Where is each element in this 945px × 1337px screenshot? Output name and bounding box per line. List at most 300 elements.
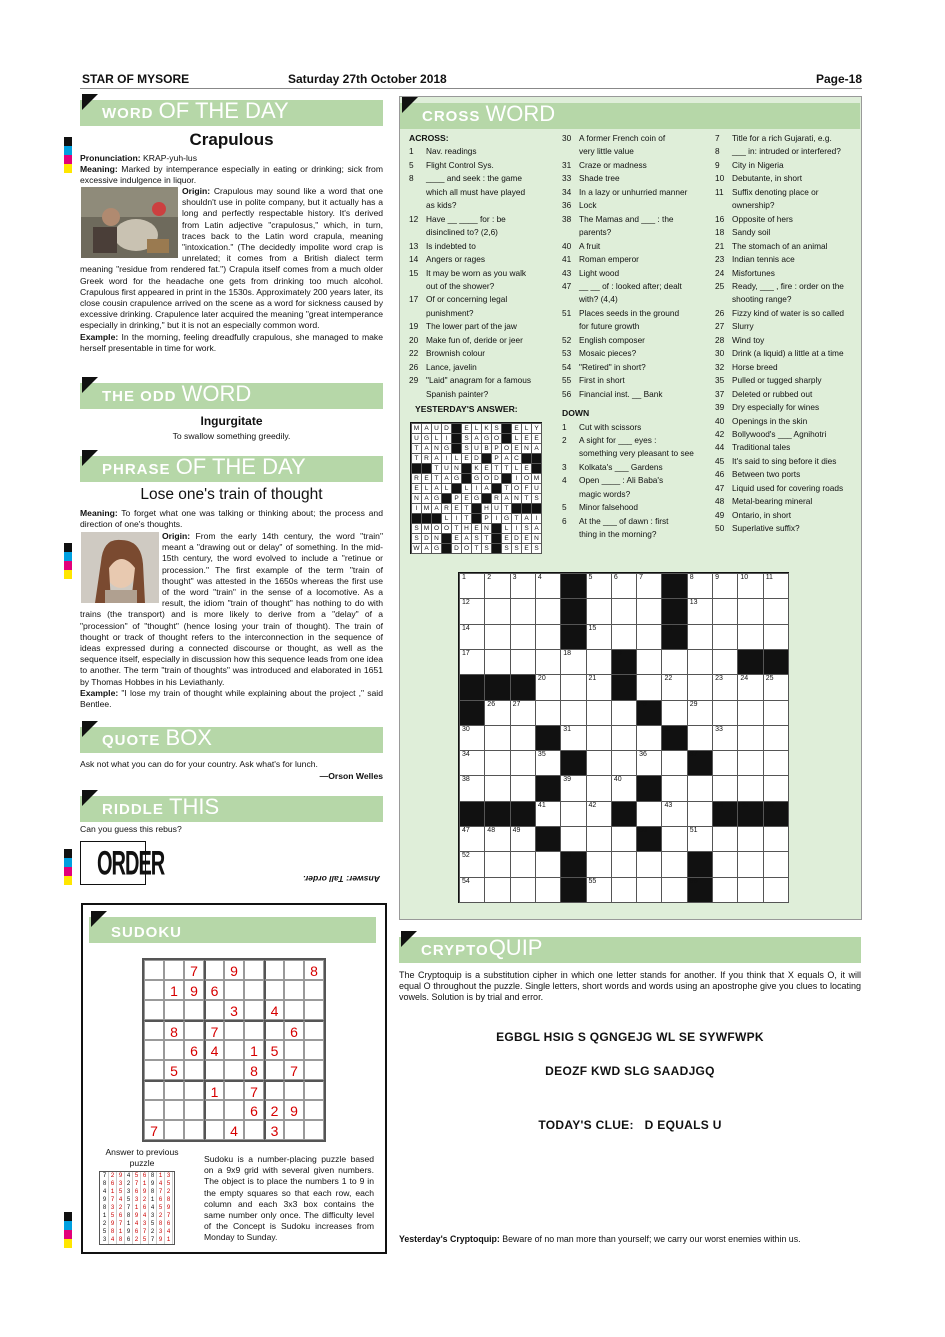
yesterday-answer-label: YESTERDAY'S ANSWER:	[415, 404, 518, 415]
crossword-cell[interactable]	[535, 877, 561, 903]
crossword-cell[interactable]: 24	[737, 674, 763, 700]
answer-cell: E	[421, 473, 432, 484]
answer-cell: I	[491, 513, 502, 524]
crossword-cell[interactable]	[611, 624, 637, 650]
crossword-cell[interactable]	[510, 649, 536, 675]
sudoku-cell[interactable]	[304, 1080, 324, 1100]
crossword-cell[interactable]: 9	[712, 573, 738, 599]
sudoku-cell[interactable]	[244, 1120, 264, 1140]
crossword-cell[interactable]	[712, 877, 738, 903]
sudoku-cell[interactable]	[304, 1060, 324, 1080]
crossword-cell[interactable]	[661, 750, 687, 776]
crossword-cell[interactable]	[763, 851, 789, 877]
clue: 53 Mosaic pieces?	[562, 348, 637, 359]
crossword-cell[interactable]	[586, 750, 612, 776]
sudoku-cell[interactable]	[224, 1100, 244, 1120]
crossword-cell[interactable]	[535, 700, 561, 726]
crossword-cell[interactable]: 36	[636, 750, 662, 776]
crossword-cell[interactable]: 14	[459, 624, 485, 650]
clue: 31 Craze or madness	[562, 159, 647, 170]
sudoku-cell[interactable]	[284, 960, 304, 980]
crossword-cell[interactable]	[636, 851, 662, 877]
clue: 21 The stomach of an animal	[715, 240, 828, 251]
sudoku-cell[interactable]	[184, 1080, 204, 1100]
crossword-cell[interactable]	[763, 775, 789, 801]
crossword-cell[interactable]: 10	[737, 573, 763, 599]
black-square	[459, 700, 485, 726]
across-clues-col1	[409, 132, 559, 417]
crossword-cell[interactable]	[763, 700, 789, 726]
sudoku-cell[interactable]	[284, 1120, 304, 1140]
sudoku-cell[interactable]	[244, 960, 264, 980]
crossword-cell[interactable]	[535, 851, 561, 877]
sudoku-cell: 1	[164, 980, 184, 1000]
clue: 10 Debutante, in short	[715, 173, 803, 184]
answer-cell: U	[411, 433, 422, 444]
sudoku-cell[interactable]	[244, 1000, 264, 1020]
clue: 47 __ __ of : looked after; dealt	[562, 280, 682, 291]
crossword-cell[interactable]	[586, 598, 612, 624]
sudoku-answer-grid	[99, 1171, 175, 1245]
page-header	[80, 70, 862, 89]
sudoku-cell[interactable]	[144, 1100, 164, 1120]
crossword-cell[interactable]: 47	[459, 826, 485, 852]
crossword-cell[interactable]	[737, 750, 763, 776]
crossword-cell[interactable]: 38	[459, 775, 485, 801]
answer-digit: 6	[141, 1172, 149, 1180]
crossword-cell[interactable]: 30	[459, 725, 485, 751]
crossword-cell[interactable]: 54	[459, 877, 485, 903]
answer-cell: G	[441, 443, 452, 454]
answer-cell: A	[431, 483, 442, 494]
crossword-cell[interactable]	[712, 624, 738, 650]
crossword-cell[interactable]	[484, 750, 510, 776]
crossword-cell[interactable]: 29	[687, 700, 713, 726]
sudoku-cell[interactable]	[224, 980, 244, 1000]
crossword-cell[interactable]	[737, 624, 763, 650]
crossword-cell[interactable]	[510, 725, 536, 751]
crossword-cell[interactable]	[661, 826, 687, 852]
crossword-cell[interactable]	[535, 649, 561, 675]
crossword-cell[interactable]: 20	[535, 674, 561, 700]
sudoku-cell[interactable]	[144, 1040, 164, 1060]
crossword-cell[interactable]: 39	[560, 775, 586, 801]
crossword-cell[interactable]	[687, 725, 713, 751]
clue: 6 At the ___ of dawn : first	[562, 515, 669, 526]
answer-cell: N	[411, 493, 422, 504]
crossword-cell[interactable]: 52	[459, 851, 485, 877]
crossword-cell[interactable]	[484, 624, 510, 650]
crossword-cell[interactable]	[687, 674, 713, 700]
sudoku-cell[interactable]	[304, 1120, 324, 1140]
crossword-cell[interactable]	[763, 877, 789, 903]
clue: 4 Open ____ : Ali Baba's	[562, 475, 664, 486]
clue: 13 Is indebted to	[409, 240, 476, 251]
sudoku-cell[interactable]	[244, 1020, 264, 1040]
clue: with? (4,4)	[579, 294, 618, 305]
crossword-cell[interactable]: 51	[687, 826, 713, 852]
sudoku-cell[interactable]	[284, 1080, 304, 1100]
answer-digit: 3	[165, 1172, 173, 1180]
answer-cell: R	[441, 503, 452, 514]
crossword-cell[interactable]	[712, 598, 738, 624]
answer-cell: D	[491, 473, 502, 484]
black-square	[560, 877, 586, 903]
word-origin: Origin: Crapulous may sound like a word that one shouldn't use in polite company, but it actually has a long and perfectly respectable history. It's derived from Latin adjective "crapulosus," which, in turn, traces back to the Latin word crapula, meaning "intoxication." (The decidedly impolite word crap is unrelated; it comes from a British dialect term meaning "residue from rendered fat.") Crapula itself comes from a much older Greek word for the headache one gets from drinking too much alcohol. Crapulous first appeared in print in the 1530s. Approximately 200 years later, its close cousin crapulence arrived on the scene as a word for sickness caused by excessive drinking. Crapulence later acquired the meaning "great intemperance especially in drinking," but it is not an especially common word. Example: In the morning, feeling dreadfully crapulous, she managed to make herself presentable in time for work.	[80, 186, 384, 353]
crossword-cell[interactable]	[484, 775, 510, 801]
sudoku-cell[interactable]	[164, 1080, 184, 1100]
crossword-cell[interactable]	[661, 700, 687, 726]
crossword-cell[interactable]: 35	[535, 750, 561, 776]
crossword-cell[interactable]	[484, 877, 510, 903]
black-square	[611, 801, 637, 827]
sudoku-cell[interactable]	[164, 1100, 184, 1120]
answer-cell: G	[481, 433, 492, 444]
answer-cell: P	[451, 493, 462, 504]
black-square: 45	[737, 801, 763, 827]
sudoku-cell[interactable]	[184, 1060, 204, 1080]
sudoku-cell[interactable]	[204, 1120, 224, 1140]
clue: for future growth	[579, 321, 640, 332]
answer-cell: G	[431, 543, 442, 554]
answer-cell: G	[471, 473, 482, 484]
sudoku-cell[interactable]	[204, 960, 224, 980]
crossword-cell[interactable]: 18	[560, 649, 586, 675]
crossword-cell[interactable]: 17	[459, 649, 485, 675]
black-square	[763, 649, 789, 675]
clue: 40 Openings in the skin	[715, 415, 808, 426]
sudoku-cell[interactable]	[224, 1060, 244, 1080]
sudoku-cell[interactable]	[204, 1100, 224, 1120]
black-square	[459, 801, 485, 827]
black-square	[611, 674, 637, 700]
crossword-cell[interactable]	[560, 801, 586, 827]
crossword-cell[interactable]	[611, 700, 637, 726]
crossword-cell[interactable]: 55	[586, 877, 612, 903]
flag-icon	[402, 97, 418, 113]
sudoku-cell[interactable]	[144, 1020, 164, 1040]
crossword-cell[interactable]: 43	[661, 801, 687, 827]
sudoku-cell[interactable]	[284, 1000, 304, 1020]
crossword-cell[interactable]	[687, 649, 713, 675]
answer-cell: E	[411, 483, 422, 494]
sudoku-cell: 4	[224, 1120, 244, 1140]
crossword-cell[interactable]	[763, 624, 789, 650]
answer-cell: E	[461, 493, 472, 504]
answer-digit: 6	[109, 1180, 117, 1188]
answer-cell: S	[461, 443, 472, 454]
answer-digit: 5	[101, 1228, 109, 1236]
answer-digit: 2	[109, 1172, 117, 1180]
crossword-cell[interactable]	[510, 851, 536, 877]
crossword-cell[interactable]: 40	[611, 775, 637, 801]
crossword-cell[interactable]	[687, 624, 713, 650]
crossword-cell[interactable]: 26	[484, 700, 510, 726]
sudoku-cell[interactable]	[144, 960, 164, 980]
answer-cell: L	[431, 433, 442, 444]
sudoku-cell[interactable]	[284, 980, 304, 1000]
clue: 26 Lance, javelin	[409, 361, 477, 372]
crossword-cell[interactable]	[510, 598, 536, 624]
crossword-cell[interactable]	[636, 674, 662, 700]
crossword-cell[interactable]	[661, 649, 687, 675]
answer-cell: R	[411, 473, 422, 484]
crossword-cell[interactable]	[510, 877, 536, 903]
sudoku-cell[interactable]	[304, 1100, 324, 1120]
crossword-cell[interactable]	[510, 750, 536, 776]
crossword-cell[interactable]	[636, 598, 662, 624]
crossword-cell[interactable]: 2	[484, 573, 510, 599]
crossword-cell[interactable]	[712, 750, 738, 776]
crossword-cell[interactable]	[737, 725, 763, 751]
sudoku-cell: 8	[164, 1020, 184, 1040]
sudoku-cell[interactable]	[164, 1040, 184, 1060]
crossword-cell[interactable]	[611, 826, 637, 852]
crossword-cell[interactable]	[712, 851, 738, 877]
sudoku-cell[interactable]	[184, 1120, 204, 1140]
sudoku-cell[interactable]	[304, 980, 324, 1000]
answer-cell: T	[411, 453, 422, 464]
crossword-cell[interactable]: 48	[484, 826, 510, 852]
sudoku-cell[interactable]	[184, 1020, 204, 1040]
crossword-cell[interactable]: 34	[459, 750, 485, 776]
crossword-cell[interactable]	[737, 700, 763, 726]
answer-cell: L	[521, 423, 532, 434]
sudoku-cell[interactable]	[224, 1080, 244, 1100]
crossword-cell[interactable]	[484, 851, 510, 877]
sudoku-cell[interactable]	[264, 1080, 284, 1100]
crossword-cell[interactable]: 23	[712, 674, 738, 700]
crossword-cell[interactable]: 8	[687, 573, 713, 599]
sudoku-cell[interactable]	[164, 960, 184, 980]
crossword-cell[interactable]	[737, 877, 763, 903]
crossword-cell[interactable]	[763, 826, 789, 852]
answer-digit: 1	[141, 1180, 149, 1188]
answer-cell: O	[491, 433, 502, 444]
crossword-cell[interactable]: 33	[712, 725, 738, 751]
sudoku-cell[interactable]	[144, 1080, 164, 1100]
sudoku-cell[interactable]	[304, 1020, 324, 1040]
answer-cell: E	[471, 523, 482, 534]
crossword-cell[interactable]	[510, 775, 536, 801]
crossword-cell[interactable]	[661, 851, 687, 877]
crossword-cell[interactable]	[712, 649, 738, 675]
crossword-cell[interactable]: 5	[586, 573, 612, 599]
answer-digit: 1	[165, 1236, 173, 1244]
sudoku-cell: 6	[204, 980, 224, 1000]
answer-digit: 2	[149, 1228, 157, 1236]
answer-cell: I	[531, 513, 542, 524]
sudoku-cell[interactable]	[264, 960, 284, 980]
sudoku-cell: 7	[204, 1020, 224, 1040]
sudoku-cell[interactable]	[184, 1100, 204, 1120]
answer-cell: G	[501, 513, 512, 524]
crossword-cell[interactable]	[687, 801, 713, 827]
crossword-cell[interactable]	[586, 700, 612, 726]
crossword-cell[interactable]	[763, 598, 789, 624]
crossword-cell[interactable]	[636, 725, 662, 751]
answer-cell: W	[411, 543, 422, 554]
black-square: 53	[560, 851, 586, 877]
sudoku-cell[interactable]	[224, 1040, 244, 1060]
crossword-cell[interactable]	[636, 877, 662, 903]
crossword-cell[interactable]: 41	[535, 801, 561, 827]
crossword-cell[interactable]	[763, 725, 789, 751]
answer-cell: N	[511, 493, 522, 504]
sudoku-cell[interactable]	[144, 1060, 164, 1080]
crossword-cell[interactable]	[586, 725, 612, 751]
crossword-cell[interactable]: 6	[611, 573, 637, 599]
crossword-cell[interactable]	[661, 877, 687, 903]
crossword-cell[interactable]	[611, 725, 637, 751]
crossword-cell[interactable]: 7	[636, 573, 662, 599]
crossword-cell[interactable]: 21	[586, 674, 612, 700]
crossword-cell[interactable]	[535, 598, 561, 624]
sudoku-cell[interactable]	[264, 1020, 284, 1040]
answer-digit: 9	[109, 1220, 117, 1228]
black-square: 44	[712, 801, 738, 827]
crossword-cell[interactable]: 1	[459, 573, 485, 599]
sudoku-cell: 1	[204, 1080, 224, 1100]
sudoku-cell: 2	[264, 1100, 284, 1120]
clue: 1 Nav. readings	[409, 146, 477, 157]
sudoku-cell[interactable]	[164, 1000, 184, 1020]
answer-cell: T	[461, 503, 472, 514]
crossword-cell[interactable]	[484, 725, 510, 751]
clue: 8 ____ and seek : the game	[409, 173, 522, 184]
phrase-meaning: Meaning: To forget what one was talking or thinking about; the process and direction of one's thoughts.	[80, 508, 383, 530]
crossword-cell[interactable]	[586, 649, 612, 675]
sudoku-cell[interactable]	[204, 1060, 224, 1080]
crossword-cell[interactable]	[763, 750, 789, 776]
crossword-cell[interactable]	[661, 775, 687, 801]
crossword-cell[interactable]	[586, 775, 612, 801]
crossword-cell[interactable]	[636, 649, 662, 675]
crossword-cell[interactable]	[737, 826, 763, 852]
answer-digit: 6	[117, 1212, 125, 1220]
answer-cell: T	[451, 523, 462, 534]
crossword-cell[interactable]: 22	[661, 674, 687, 700]
answer-digit: 8	[101, 1204, 109, 1212]
black-square	[510, 801, 536, 827]
crossword-cell[interactable]	[510, 624, 536, 650]
crossword-cell[interactable]	[535, 624, 561, 650]
sudoku-cell[interactable]	[244, 980, 264, 1000]
sudoku-cell: 5	[264, 1040, 284, 1060]
crossword-cell[interactable]: 25	[763, 674, 789, 700]
answer-cell: P	[491, 443, 502, 454]
sudoku-cell[interactable]	[144, 980, 164, 1000]
sudoku-cell[interactable]	[184, 1000, 204, 1020]
answer-cell: M	[421, 503, 432, 514]
sudoku-cell[interactable]	[264, 1060, 284, 1080]
phrase-header: PHRASE OF THE DAY	[80, 456, 383, 482]
crossword-cell[interactable]	[687, 775, 713, 801]
crossword-cell[interactable]: 13	[687, 598, 713, 624]
answer-digit: 3	[101, 1236, 109, 1244]
crossword-cell[interactable]	[611, 598, 637, 624]
crossword-cell[interactable]	[636, 801, 662, 827]
clue: 28 Wind toy	[715, 334, 765, 345]
down-label: DOWN	[562, 408, 590, 419]
answer-cell: E	[521, 463, 532, 474]
answer-cell: T	[491, 463, 502, 474]
crossword-cell[interactable]	[586, 826, 612, 852]
crossword-cell[interactable]	[611, 750, 637, 776]
flag-icon	[82, 377, 98, 393]
sudoku-cell[interactable]	[224, 1020, 244, 1040]
crossword-cell[interactable]	[712, 700, 738, 726]
sudoku-cell[interactable]	[304, 1000, 324, 1020]
answer-cell: S	[501, 543, 512, 554]
answer-cell: D	[441, 423, 452, 434]
crossword-cell[interactable]	[484, 649, 510, 675]
answer-digit: 2	[125, 1180, 133, 1188]
crossword-cell[interactable]	[611, 877, 637, 903]
sudoku-cell: 4	[264, 1000, 284, 1020]
crossword-cell[interactable]	[560, 674, 586, 700]
crossword-cell[interactable]	[712, 775, 738, 801]
crossword-cell[interactable]: 31	[560, 725, 586, 751]
answer-cell: O	[511, 483, 522, 494]
answer-cell: S	[491, 423, 502, 434]
sudoku-cell[interactable]	[284, 1040, 304, 1060]
crossword-cell[interactable]: 27	[510, 700, 536, 726]
crossword-grid	[458, 572, 789, 903]
crossword-cell[interactable]	[737, 598, 763, 624]
sudoku-cell[interactable]	[304, 1040, 324, 1060]
crossword-cell[interactable]	[737, 775, 763, 801]
crossword-cell[interactable]: 4	[535, 573, 561, 599]
sudoku-cell[interactable]	[264, 980, 284, 1000]
answer-digit: 4	[125, 1172, 133, 1180]
clue: 17 Of or concerning legal	[409, 294, 508, 305]
crossword-cell[interactable]	[611, 851, 637, 877]
answer-cell: U	[431, 423, 442, 434]
crossword-cell[interactable]	[636, 624, 662, 650]
clue: 2 A sight for ___ eyes :	[562, 434, 657, 445]
answer-digit: 1	[133, 1204, 141, 1212]
crossword-cell[interactable]: 15	[586, 624, 612, 650]
crossword-cell[interactable]: 3	[510, 573, 536, 599]
crossword-cell[interactable]	[712, 826, 738, 852]
page-number: Page-18	[815, 72, 862, 86]
answer-digit: 4	[157, 1180, 165, 1188]
answer-cell: E	[461, 423, 472, 434]
crossword-cell[interactable]: 12	[459, 598, 485, 624]
answer-cell: D	[471, 453, 482, 464]
crossword-cell[interactable]	[737, 851, 763, 877]
crossword-cell[interactable]	[560, 826, 586, 852]
answer-digit: 9	[149, 1180, 157, 1188]
answer-digit: 7	[101, 1172, 109, 1180]
phrase-origin: Origin: From the early 14th century, the word "train" meant a "drawing out or delay" of something. In the mid-15th century, the word evolved to include a "retinue or procession." The first example of the term "train of thought" was attested in the 1650s whereas the first use of the word "train" in the sense of a locomotive. As a result, the idiom "train of thought" has nothing to do with trains (the transport) and is more likely to derive from a "delay" of a "procession" of "thought" (hence losing your train of thought). The train of thought or track of thought refers to the interconnection in the sequence of ideas expressed during a connected discourse or thought, as well as the sequence itself, especially in discussion how this sequence leads from one idea to another. The term "train of thoughts" was introduced and elaborated in 1651 by Thomas Hobbes in his Leviathanly. Example: "I lose my train of thought while explaining about the project ," said Bentlee.	[80, 531, 384, 710]
sudoku-cell[interactable]	[144, 1000, 164, 1020]
crossword-cell[interactable]: 11	[763, 573, 789, 599]
answer-digit: 6	[133, 1228, 141, 1236]
sudoku-cell[interactable]	[164, 1120, 184, 1140]
clue: thing in the morning?	[579, 529, 657, 540]
crossword-cell[interactable]: 49	[510, 826, 536, 852]
clue: 7 Title for a rich Gujarati, e.g.	[715, 133, 832, 143]
crossword-cell[interactable]	[560, 700, 586, 726]
sudoku-cell[interactable]	[204, 1000, 224, 1020]
crossword-cell[interactable]	[484, 598, 510, 624]
clue: 26 Fizzy kind of water is so called	[715, 307, 845, 318]
crossword-cell[interactable]	[586, 851, 612, 877]
answer-cell: S	[531, 543, 542, 554]
crossword-cell[interactable]: 42	[586, 801, 612, 827]
